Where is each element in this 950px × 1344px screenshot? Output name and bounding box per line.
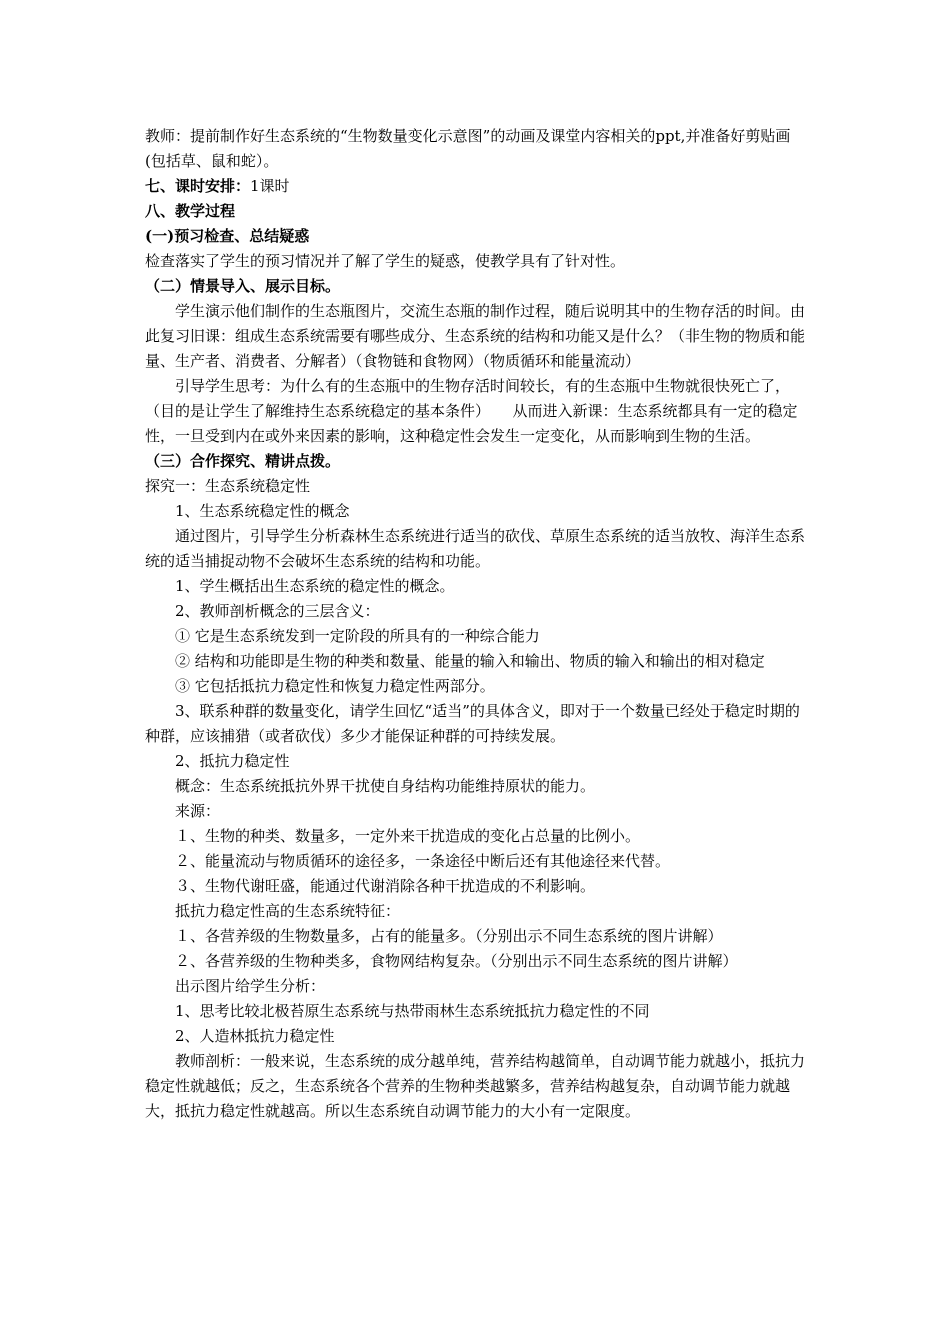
feature-2: ２、各营养级的生物种类多，食物网结构复杂。（分别出示不同生态系统的图片讲解） [175, 952, 738, 970]
subsection-2-heading: （二）情景导入、展示目标。 [145, 277, 341, 295]
item-resistance-stability: 2、抵抗力稳定性 [175, 752, 290, 770]
meaning-1: ① 它是生态系统发到一定阶段的所具有的一种综合能力 [175, 627, 540, 645]
meaning-2: ② 结构和功能即是生物的种类和数量、能量的输入和输出、物质的输入和输出的相对稳定 [175, 652, 765, 670]
show-pictures-label: 出示图片给学生分析： [175, 977, 326, 995]
subsection-1-heading: (一)预习检查、总结疑惑 [145, 227, 310, 245]
section-8-heading: 八、教学过程 [145, 202, 236, 220]
section-7-heading [145, 174, 810, 199]
paragraph-guide-thinking: 引导学生思考：为什么有的生态瓶中的生物存活时间较长，有的生态瓶中生物就很快死亡了，（目的是让学生了解维持生态系统稳定的基本条件） 从而进入新课：生态系统都具有一定的稳定性，一旦受到内在或外来因素的影响，这种稳定性会发生一定变化，从而影响到生物的生活。 [145, 377, 798, 445]
paragraph-teacher-prep: 教师：提前制作好生态系统的“生物数量变化示意图”的动画及课堂内容相关的ppt,并准备好剪贴画(包括草、鼠和蛇）。 [145, 127, 791, 170]
resistance-source-label: 来源： [175, 802, 221, 820]
analysis-2: 2、人造林抵抗力稳定性 [175, 1027, 335, 1045]
paragraph-teacher-conclusion: 教师剖析：一般来说，生态系统的成分越单纯，营养结构越简单，自动调节能力就越小，抵抗力稳定性就越低；反之，生态系统各个营养的生物种类越繁多，营养结构越复杂，自动调节能力就越大，抵抗力稳定性就越高。所以生态系统自动调节能力的大小有一定限度。 [145, 1052, 806, 1120]
analysis-1: 1、思考比较北极苔原生态系统与热带雨林生态系统抵抗力稳定性的不同 [175, 1002, 650, 1020]
meaning-3: ③ 它包括抵抗力稳定性和恢复力稳定性两部分。 [175, 677, 495, 695]
paragraph-pictures: 通过图片，引导学生分析森林生态系统进行适当的砍伐、草原生态系统的适当放牧、海洋生态系统的适当捕捉动物不会破坏生态系统的结构和功能。 [145, 527, 806, 570]
resistance-concept: 概念：生态系统抵抗外界干扰使自身结构功能维持原状的能力。 [175, 777, 596, 795]
feature-1: １、各营养级的生物数量多，占有的能量多。（分别出示不同生态系统的图片讲解） [175, 927, 723, 945]
item-population-link: 3、联系种群的数量变化，请学生回忆“适当”的具体含义，即对于一个数量已经处于稳定时期的种群，应该捕猎（或者砍伐）多少才能保证种群的可持续发展。 [145, 702, 800, 745]
source-1: １、生物的种类、数量多，一定外来干扰造成的变化占总量的比例小。 [175, 827, 641, 845]
item-students-summarize: 1、学生概括出生态系统的稳定性的概念。 [175, 577, 455, 595]
paragraph-ecobottle: 学生演示他们制作的生态瓶图片，交流生态瓶的制作过程，随后说明其中的生物存活的时间。由此复习旧课：组成生态系统需要有哪些成分、生态系统的结构和功能又是什么？（非生物的物质和能量、生产者、消费者、分解者）（食物链和食物网）（物质循环和能量流动） [145, 302, 806, 370]
section-7-value: 1课时 [250, 177, 290, 195]
paragraph-preview-check: 检查落实了学生的预习情况并了解了学生的疑惑，使教学具有了针对性。 [145, 252, 626, 270]
section-7-label: 七、课时安排： [145, 177, 251, 195]
item-stability-concept: 1、生态系统稳定性的概念 [175, 502, 350, 520]
item-teacher-analysis: 2、教师剖析概念的三层含义： [175, 602, 380, 620]
source-3: ３、生物代谢旺盛，能通过代谢消除各种干扰造成的不利影响。 [175, 877, 596, 895]
subsection-3-heading: （三）合作探究、精讲点拨。 [145, 452, 341, 470]
explore-1-heading: 探究一：生态系统稳定性 [145, 477, 311, 495]
high-resistance-features-label: 抵抗力稳定性高的生态系统特征： [175, 902, 401, 920]
document-body [145, 124, 810, 1124]
source-2: ２、能量流动与物质循环的途径多，一条途径中断后还有其他途径来代替。 [175, 852, 671, 870]
